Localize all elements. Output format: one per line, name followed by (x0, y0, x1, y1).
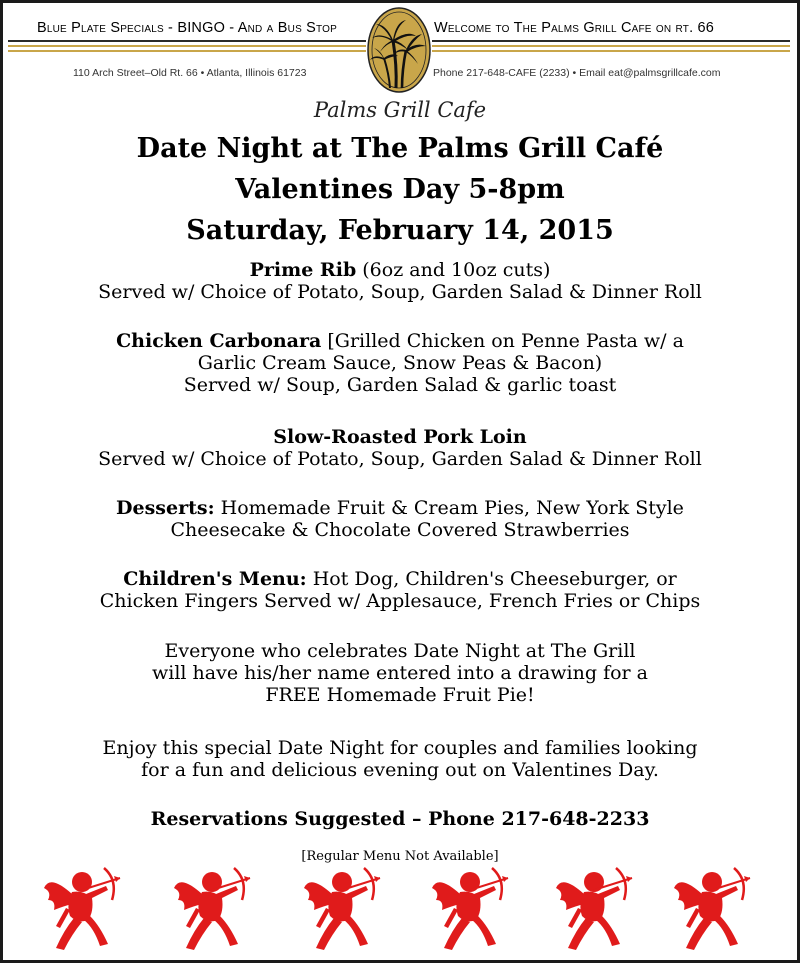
enjoy-message (0, 737, 800, 781)
cupid-row (0, 864, 800, 956)
reservations (0, 808, 800, 830)
reservations-text: Reservations Suggested – Phone 217-648-2233 (150, 808, 650, 830)
cupid-icon (672, 864, 752, 954)
menu-item-name: Chicken Carbonara (116, 330, 322, 352)
event-time: Valentines Day 5-8pm (235, 174, 565, 205)
header-address: 110 Arch Street–Old Rt. 66 • Atlanta, Illinois 61723 (73, 67, 307, 79)
promo-drawing (0, 640, 800, 706)
cupid-icon (554, 864, 634, 954)
header-rule-right-gold-1 (432, 45, 790, 47)
desserts-text: Cheesecake & Chocolate Covered Strawberries (170, 519, 630, 541)
children-label: Children's Menu: (123, 568, 307, 590)
promo-line: will have his/her name entered into a drawing for a (151, 662, 648, 684)
menu-item-served: Served w/ Choice of Potato, Soup, Garden Salad & Dinner Roll (98, 281, 702, 303)
menu-desserts (0, 497, 800, 541)
cupid-icon (172, 864, 252, 954)
header-rule-right-gold-2 (432, 50, 790, 52)
cupid-icon (302, 864, 382, 954)
header-rule-left-gold-1 (8, 45, 366, 47)
menu-item-prime-rib (0, 259, 800, 303)
menu-children (0, 568, 800, 612)
menu-item-served: Served w/ Choice of Potato, Soup, Garden Salad & Dinner Roll (98, 448, 702, 470)
enjoy-line: Enjoy this special Date Night for couples and families looking (102, 737, 698, 759)
cupid-icon (430, 864, 510, 954)
desserts-label: Desserts: (116, 497, 215, 519)
event-date: Saturday, February 14, 2015 (186, 215, 614, 246)
menu-item-served: Served w/ Soup, Garden Salad & garlic toast (183, 374, 617, 396)
header-rule-left-top (8, 40, 366, 42)
promo-line: FREE Homemade Fruit Pie! (265, 684, 535, 706)
menu-item-name: Prime Rib (249, 259, 357, 281)
palm-tree-icon (366, 6, 432, 94)
header-rule-right-top (432, 40, 790, 42)
children-text: Hot Dog, Children's Cheeseburger, or (306, 568, 677, 590)
header-right-tagline: Welcome to The Palms Grill Cafe on rt. 66 (434, 20, 715, 36)
header-left-tagline: Blue Plate Specials - BINGO - And a Bus Stop (37, 20, 338, 36)
promo-line: Everyone who celebrates Date Night at The Grill (164, 640, 636, 662)
menu-item-name: Slow-Roasted Pork Loin (273, 426, 527, 448)
menu-item-detail: (6oz and 10oz cuts) (356, 259, 551, 281)
children-text: Chicken Fingers Served w/ Applesauce, French Fries or Chips (99, 590, 701, 612)
event-title: Date Night at The Palms Grill Café (136, 133, 664, 164)
header-contact: Phone 217-648-CAFE (2233) • Email eat@palmsgrillcafe.com (433, 67, 721, 79)
enjoy-line: for a fun and delicious evening out on Valentines Day. (141, 759, 659, 781)
menu-item-detail: [Grilled Chicken on Penne Pasta w/ a (321, 330, 684, 352)
menu-item-chicken-carbonara (0, 330, 800, 396)
script-brand-name: Palms Grill Cafe (313, 98, 487, 122)
note-text: [Regular Menu Not Available] (301, 849, 499, 864)
menu-item-detail: Garlic Cream Sauce, Snow Peas & Bacon) (197, 352, 603, 374)
menu-item-pork-loin (0, 426, 800, 470)
cupid-icon (42, 864, 122, 954)
header-rule-left-gold-2 (8, 50, 366, 52)
desserts-text: Homemade Fruit & Cream Pies, New York Style (214, 497, 684, 519)
